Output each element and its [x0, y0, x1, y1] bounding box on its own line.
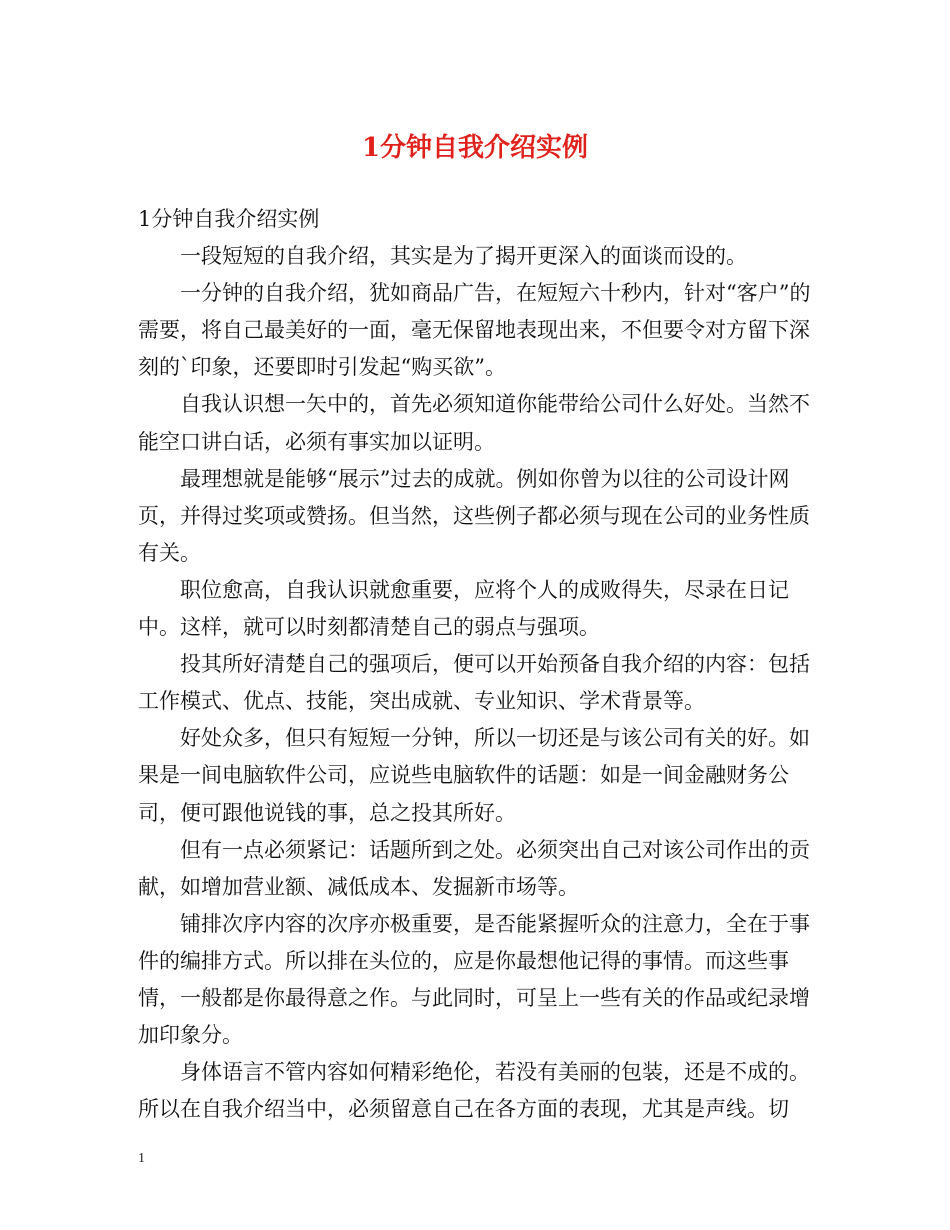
paragraph-order: 铺排次序内容的次序亦极重要，是否能紧握听众的注意力，全在于事件的编排方式。所以排在头位的，应是你最想他记得的事情。而这些事情，一般都是你最得意之作。与此同时，可呈上一些有关的作品或纪录增加印象分。 — [138, 911, 810, 1048]
paragraph-advertisement: 一分钟的自我介绍，犹如商品广告，在短短六十秒内，针对“客户”的需要，将自己最美好的一面，毫无保留地表现出来，不但要令对方留下深刻的`印象，还要即时引发起“购买欲”。 — [138, 281, 811, 380]
paragraph-benefits: 好处众多，但只有短短一分钟，所以一切还是与该公司有关的好。如果是一间电脑软件公司，应说些电脑软件的话题：如是一间金融财务公司，便可跟他说钱的事，总之投其所好。 — [138, 726, 810, 825]
page-number: 1 — [138, 1151, 145, 1166]
paragraph-remember: 但有一点必须紧记：话题所到之处。必须突出自己对该公司作出的贡献，如增加营业额、减低成本、发掘新市场等。 — [138, 837, 810, 899]
paragraph-position: 职位愈高，自我认识就愈重要，应将个人的成败得失，尽录在日记中。这样，就可以时刻都清楚自己的弱点与强项。 — [138, 577, 789, 640]
paragraph-body-language: 身体语言不管内容如何精彩绝伦，若没有美丽的包装，还是不成的。所以在自我介绍当中，必须留意自己在各方面的表现，尤其是声线。切 — [138, 1060, 810, 1122]
document-title: 1分钟自我介绍实例 — [361, 133, 589, 163]
paragraph-self-awareness: 自我认识想一矢中的，首先必须知道你能带给公司什么好处。当然不能空口讲白话，必须有事实加以证明。 — [138, 392, 810, 454]
paragraph-showcase: 最理想就是能够“展示”过去的成就。例如你曾为以往的公司设计网页，并得过奖项或赞扬。但当然，这些例子都必须与现在公司的业务性质有关。 — [138, 466, 810, 565]
document-body — [138, 201, 828, 1128]
document-subtitle: 1分钟自我介绍实例 — [138, 207, 320, 231]
paragraph-strengths: 投其所好清楚自己的强项后，便可以开始预备自我介绍的内容：包括工作模式、优点、技能，突出成就、专业知识、学术背景等。 — [138, 652, 810, 714]
paragraph-intro: 一段短短的自我介绍，其实是为了揭开更深入的面谈而设的。 — [180, 244, 747, 269]
